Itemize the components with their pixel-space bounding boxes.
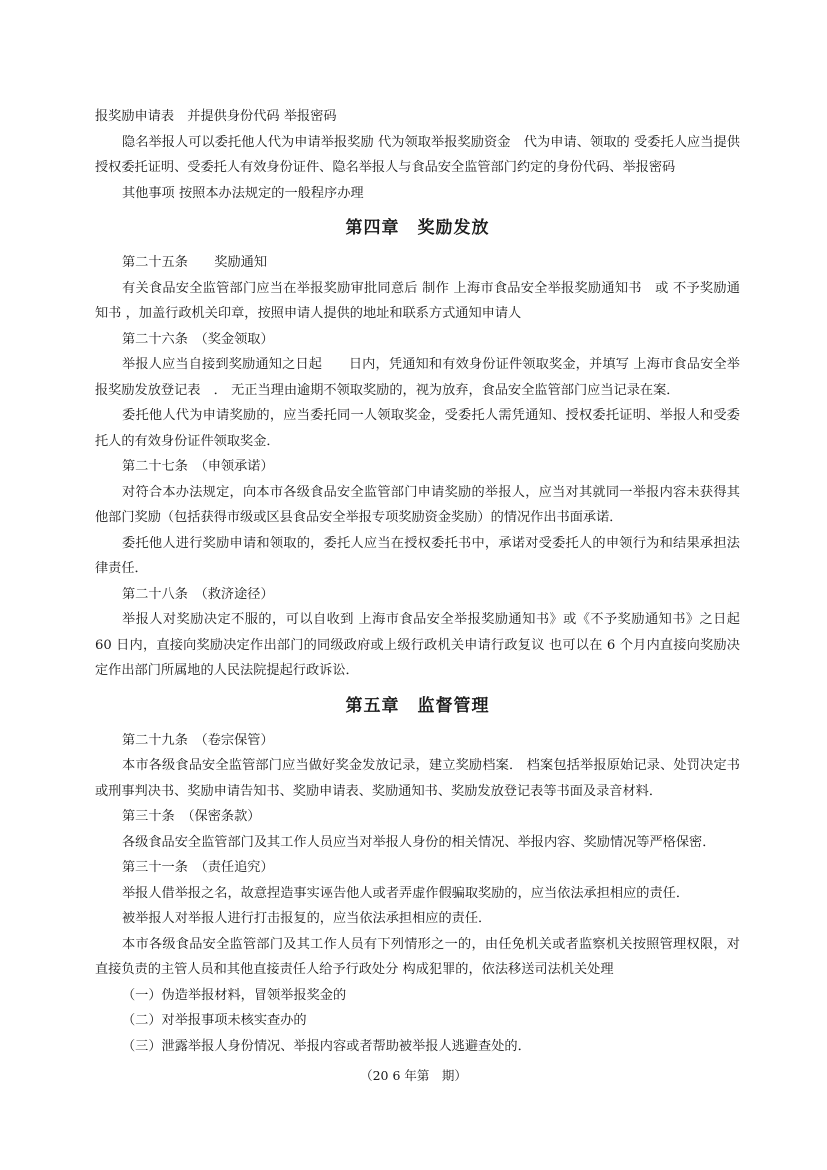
list-item: （二）对举报事项未核实查办的: [122, 1013, 307, 1028]
list-item: （三）泄露举报人身份情况、举报内容或者帮助被举报人逃避查处的．: [122, 1038, 531, 1054]
paragraph: 举报人借举报之名，故意捏造事实诬告他人或者弄虚作假骗取奖励的，应当依法承担相应的责任．: [122, 885, 690, 901]
chapter-title: 第五章 监督管理: [345, 695, 490, 716]
article-title: 第二十八条 （救济途径）: [122, 586, 274, 602]
article-title: 第二十七条 （申领承诺）: [122, 459, 274, 474]
article-title: 第二十九条 （卷宗保管）: [122, 732, 274, 748]
paragraph: 本市各级食品安全监管部门应当做好奖金发放记录，建立奖励档案． 档案包括举报原始记录、处罚决定书或刑事判决书、奖励申请告知书、奖励申请表、奖励通知书、奖励发放登记表等书面及录音材料．: [95, 758, 740, 799]
paragraph: 各级食品安全监管部门及其工作人员应当对举报人身份的相关情况、举报内容、奖励情况等严格保密．: [122, 834, 716, 850]
paragraph: 举报人对奖励决定不服的，可以自收到 上海市食品安全举报奖励通知书》或《不予奖励通知书》之日起 60 日内，直接向奖励决定作出部门的同级政府或上级行政机关申请行政复议 也可以在 6 个月内直接向奖励决定作出部门所属地的人民法院提起行政诉讼．: [95, 612, 740, 678]
paragraph: 其他事项 按照本办法规定的一般程序办理: [122, 185, 364, 201]
paragraph: 有关食品安全监管部门应当在举报奖励审批同意后 制作 上海市食品安全举报奖励通知书 或 不予奖励通知书 ，加盖行政机关印章，按照申请人提供的地址和联系方式通知申请人: [95, 280, 740, 321]
list-item: （一）伪造举报材料，冒领举报奖金的: [122, 987, 347, 1003]
chapter-title: 第四章 奖励发放: [345, 218, 490, 238]
paragraph: 被举报人对举报人进行打击报复的，应当依法承担相应的责任．: [122, 911, 492, 926]
paragraph: 举报人应当自接到奖励通知之日起 日内，凭通知和有效身份证件领取奖金，并填写 上海市食品安全举报奖励发放登记表 ． 无正当理由逾期不领取奖励的，视为放弃，食品安全监管部门应当记录在案．: [95, 357, 740, 398]
article-title: 第二十六条 （奖金领取）: [122, 331, 274, 347]
document-page: [95, 104, 740, 1059]
article-title: 第三十条 （保密条款）: [122, 809, 261, 824]
paragraph: 报奖励申请表 并提供身份代码 举报密码: [95, 109, 337, 124]
paragraph: 委托他人代为申请奖励的，应当委托同一人领取奖金，受委托人需凭通知、授权委托证明、举报人和受委托人的有效身份证件领取奖金．: [95, 408, 740, 449]
paragraph: 对符合本办法规定，向本市各级食品安全监管部门申请奖励的举报人，应当对其就同一举报内容未获得其他部门奖励（包括获得市级或区县食品安全举报专项奖励资金奖励）的情况作出书面承诺．: [95, 484, 740, 525]
page-footer: （20 6 年第 期）: [360, 1068, 467, 1083]
article-title: 第三十一条 （责任追究）: [122, 860, 274, 875]
paragraph: 本市各级食品安全监管部门及其工作人员有下列情形之一的，由任免机关或者监察机关按照管理权限，对直接负责的主管人员和其他直接责任人给予行政处分 构成犯罪的，依法移送司法机关处理: [95, 936, 740, 977]
paragraph: 委托他人进行奖励申请和领取的，委托人应当在授权委托书中，承诺对受委托人的申领行为和结果承担法律责任．: [95, 535, 740, 576]
paragraph: 隐名举报人可以委托他人代为申请举报奖励 代为领取举报奖励资金 代为申请、领取的 受委托人应当提供授权委托证明、受委托人有效身份证件、隐名举报人与食品安全监管部门约定的身份代码、举报密码: [95, 134, 740, 175]
article-title: 第二十五条 奖励通知: [122, 255, 268, 270]
